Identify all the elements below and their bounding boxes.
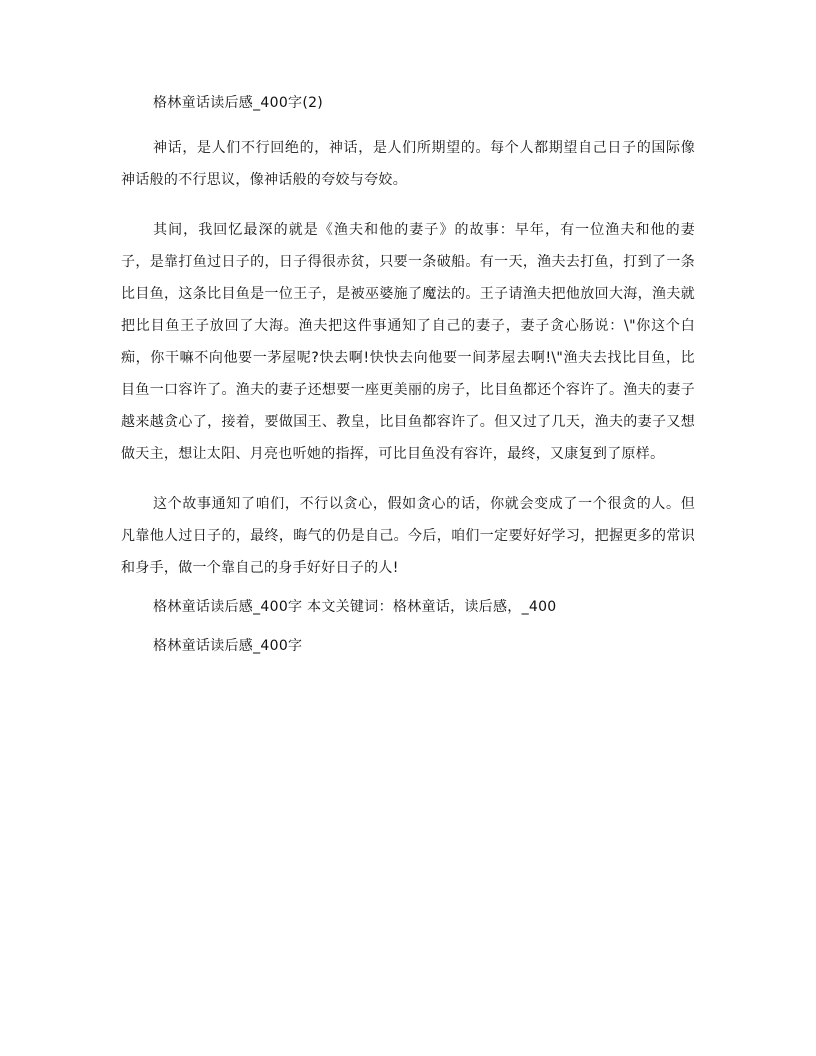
- paragraph-intro: 神话，是人们不行回绝的，神话，是人们所期望的。每个人都期望自己日子的国际像神话般的不行思议，像神话般的夸姣与夸姣。: [121, 140, 695, 188]
- spacer: [121, 114, 695, 123]
- paragraph-story: 其间，我回忆最深的就是《渔夫和他的妻子》的故事：早年，有一位渔夫和他的妻子，是靠打鱼过日子的，日子得很赤贫，只要一条破船。有一天，渔夫去打鱼，打到了一条比目鱼，这条比目鱼是一位王子，是被巫婆施了魔法的。王子请渔夫把他放回大海，渔夫就把比目鱼王子放回了大海。渔夫把这件事通知了自己的妻子，妻子贪心肠说：\"你这个白痴，你干嘛不向他要一茅屋呢?快去啊!快快去向他要一间茅屋去啊!\"渔夫去找比目鱼，比目鱼一口容许了。渔夫的妻子还想要一座更美丽的房子，比目鱼都还个容许了。渔夫的妻子越来越贪心了，接着，要做国王、教皇，比目鱼都容许了。但又过了几天，渔夫的妻子又想做天主，想让太阳、月亮也听她的指挥，可比目鱼没有容许，最终，又康复到了原样。: [121, 222, 695, 462]
- paragraph-conclusion: 这个故事通知了咱们，不行以贪心，假如贪心的话，你就会变成了一个很贪的人。但凡靠他人过日子的，最终，晦气的仍是自己。今后，咱们一定要好好学习，把握更多的常识和身手，做一个靠自己的身手好好日子的人!: [121, 496, 695, 576]
- spacer: [121, 470, 695, 479]
- footer-title: 格林童话读后感_400字: [153, 638, 303, 654]
- spacer: [121, 196, 695, 205]
- document-title: 格林童话读后感_400字(2): [153, 95, 324, 111]
- document-body: [121, 92, 695, 657]
- keywords-line: 格林童话读后感_400字 本文关键词：格林童话，读后感，_400: [153, 599, 557, 615]
